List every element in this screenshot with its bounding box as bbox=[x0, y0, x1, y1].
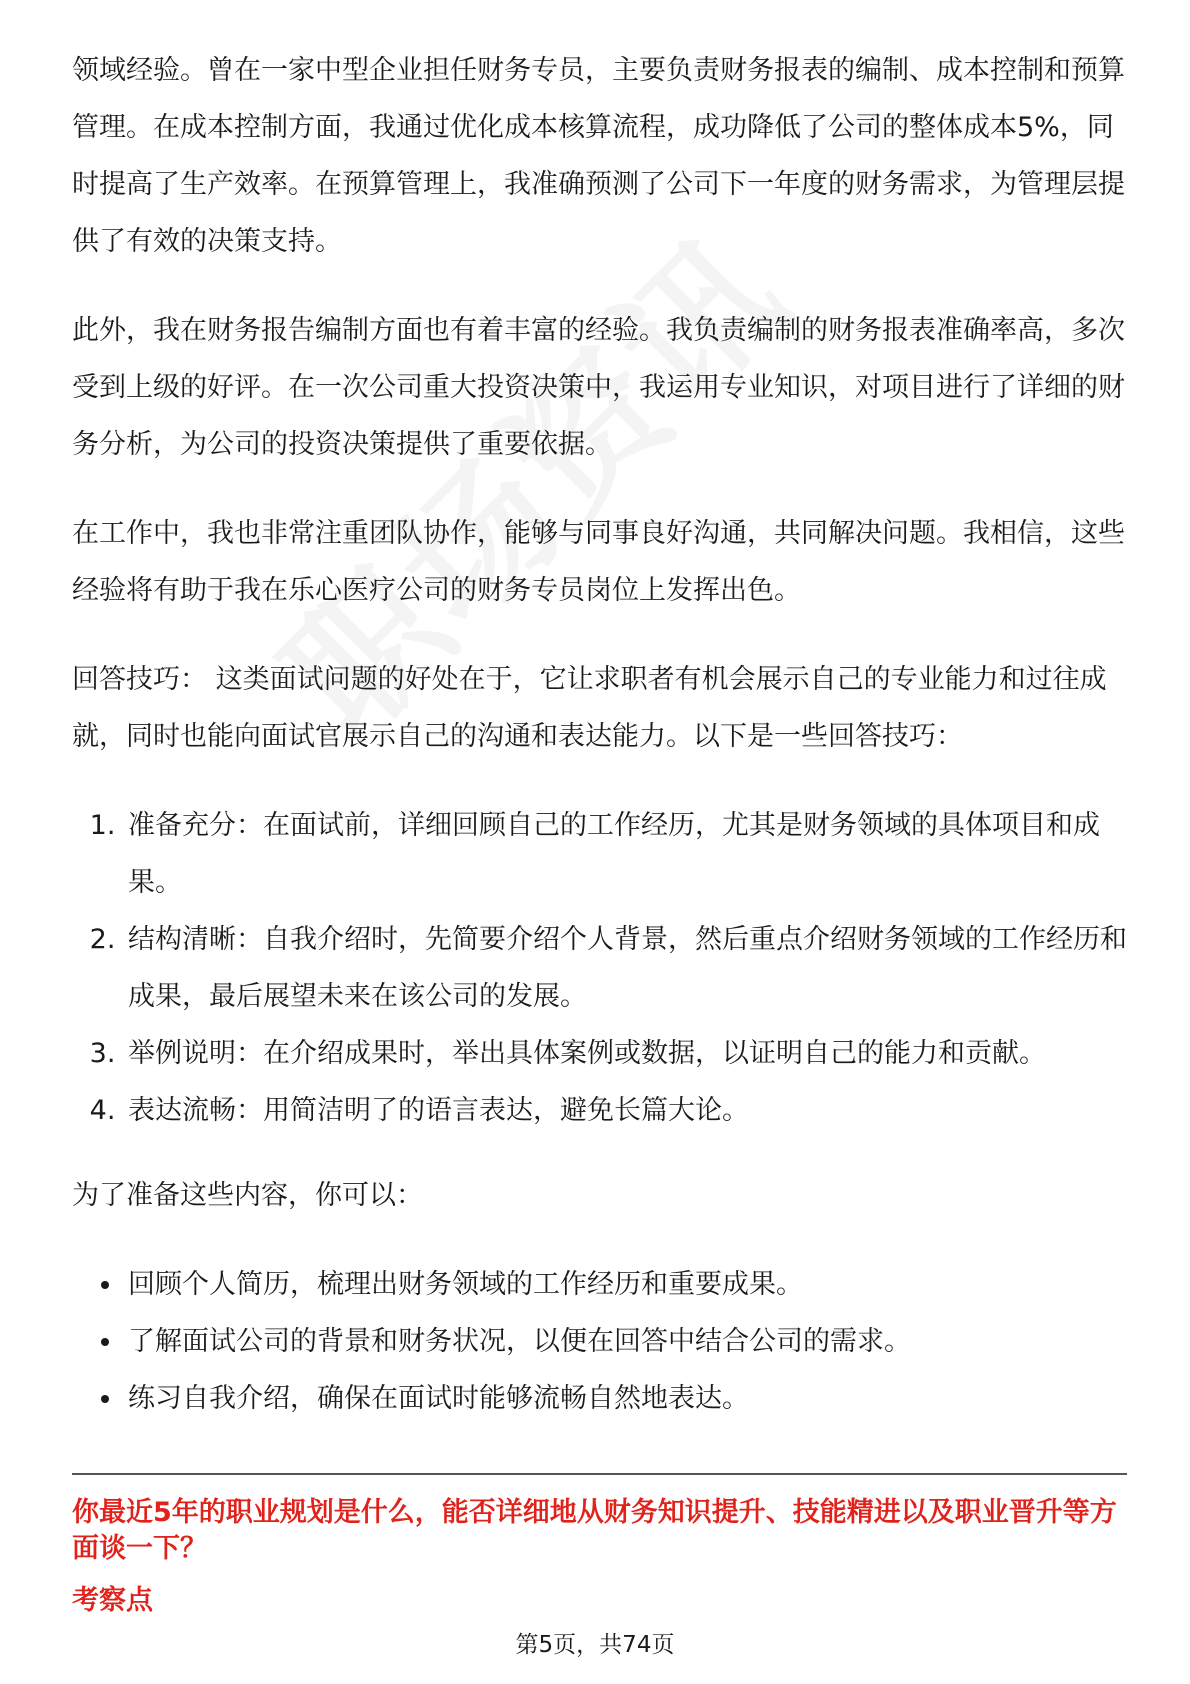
paragraph-answer-tips: 回答技巧： 这类面试问题的好处在于，它让求职者有机会展示自己的专业能力和过往成就，同时也能向面试官展示自己的沟通和表达能力。以下是一些回答技巧： bbox=[72, 664, 1107, 752]
document-body bbox=[72, 42, 1127, 1427]
paragraph-reporting: 此外，我在财务报告编制方面也有着丰富的经验。我负责编制的财务报表准确率高，多次受到上级的好评。在一次公司重大投资决策中，我运用专业知识，对项目进行了详细的财务分析，为公司的投资决策提供了重要依据。 bbox=[72, 315, 1125, 460]
list-item: 2. 结构清晰：自我介绍时，先简要介绍个人背景，然后重点介绍财务领域的工作经历和成果，最后展望未来在该公司的发展。 bbox=[124, 911, 1127, 1025]
list-item: 1. 准备充分：在面试前，详细回顾自己的工作经历，尤其是财务领域的具体项目和成果。 bbox=[124, 797, 1127, 911]
section-label: 考察点 bbox=[72, 1585, 153, 1616]
list-item: • 回顾个人简历，梳理出财务领域的工作经历和重要成果。 bbox=[124, 1256, 1127, 1313]
prep-intro: 为了准备这些内容，你可以： bbox=[72, 1180, 423, 1211]
question-heading: 你最近5年的职业规划是什么，能否详细地从财务知识提升、技能精进以及职业晋升等方面谈一下？ bbox=[72, 1497, 1117, 1564]
answer-tips-list bbox=[72, 797, 1127, 1139]
section-divider bbox=[72, 1473, 1127, 1475]
paragraph-teamwork: 在工作中，我也非常注重团队协作，能够与同事良好沟通，共同解决问题。我相信，这些经验将有助于我在乐心医疗公司的财务专员岗位上发挥出色。 bbox=[72, 518, 1125, 606]
page-number: 第5页，共74页 bbox=[515, 1632, 675, 1658]
paragraph-experience: 领域经验。曾在一家中型企业担任财务专员，主要负责财务报表的编制、成本控制和预算管理。在成本控制方面，我通过优化成本核算流程，成功降低了公司的整体成本5%，同时提高了生产效率。在预算管理上，我准确预测了公司下一年度的财务需求，为管理层提供了有效的决策支持。 bbox=[72, 55, 1125, 257]
list-item: • 练习自我介绍，确保在面试时能够流畅自然地表达。 bbox=[124, 1370, 1127, 1427]
list-item: 4. 表达流畅：用简洁明了的语言表达，避免长篇大论。 bbox=[124, 1082, 1127, 1139]
prep-tips-list bbox=[72, 1256, 1127, 1427]
list-item: 3. 举例说明：在介绍成果时，举出具体案例或数据，以证明自己的能力和贡献。 bbox=[124, 1025, 1127, 1082]
list-item: • 了解面试公司的背景和财务状况，以便在回答中结合公司的需求。 bbox=[124, 1313, 1127, 1370]
